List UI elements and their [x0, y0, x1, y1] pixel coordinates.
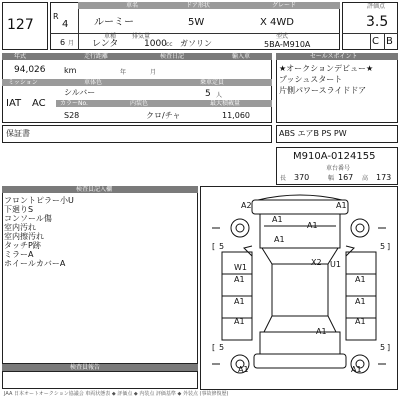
- aircon: AC: [32, 98, 46, 109]
- length-label: 長: [280, 175, 287, 182]
- inspector-note: 室内擦汚れ: [4, 232, 44, 241]
- damage-hood-center: A1: [307, 221, 318, 230]
- damage-left-front-door: W1: [234, 263, 247, 272]
- seats-value: 5: [205, 89, 211, 99]
- selling-point-item: プッシュスタート: [279, 75, 343, 84]
- damage-right-mid-1: A1: [355, 275, 366, 284]
- fuel: ガソリン: [180, 39, 212, 48]
- frame-caption: 車台番号: [326, 165, 351, 172]
- inspector-note: タッチP跡: [4, 241, 41, 250]
- damage-left-rear: A1: [234, 317, 245, 326]
- height-value: 173: [376, 173, 392, 182]
- exterior-grade: B: [386, 36, 393, 47]
- door-count: 5W: [188, 17, 205, 28]
- tire-bracket-fr: ]: [387, 242, 391, 251]
- inspector-note: 室内汚れ: [4, 223, 36, 232]
- damage-right-front: X2: [311, 258, 322, 267]
- damage-hood-left: A1: [272, 215, 283, 224]
- warranty: 保証書: [6, 129, 30, 138]
- footer-note: JAA 日本オートオークション協議会 車両状態表 ◆ 評価点 ◆ 内装点 評価基準 ◆ 外装点 (事故修復歴): [4, 391, 229, 397]
- inspector-report-box: [2, 371, 198, 389]
- tire-bracket-rr: ]: [387, 343, 391, 352]
- tire-rear-left: 5: [219, 343, 225, 352]
- displacement-caption: 排気量: [132, 33, 151, 40]
- selling-point-item: ★オークションデビュー★: [279, 64, 374, 73]
- interior-grade: C: [372, 36, 379, 47]
- selling-points-title: セールスポイント: [310, 53, 358, 60]
- seats-unit: 人: [216, 92, 223, 99]
- color-no-caption: カラーNo.: [60, 100, 88, 107]
- transmission: IAT: [6, 98, 22, 109]
- year-caption: 年式: [14, 53, 27, 60]
- lot-number: 127: [7, 17, 34, 33]
- auction-sheet: 127 車名 ドア形状 グレード R 4 ルーミー 5W X 4WD 6 月 車種 レンタ 排気量 1000 cc ガソリン 型式 5BA-M910A 評価点 3.5 C B 年式 走行距離 検査日記 輸入車 94,026 km 年 月 ミッション 車体色 乗車定員 シルバー 5 人 IAT AC カラーNo. 内装色 最大積載量 S28 クロ/チャ 11,060 セールスポイント ★オークションデビュー★ プッシュスタート 片側パワースライドドア 保証書 ABS エアB PS PW M910A-0124155 車台番号 長 370 幅 167 高 173 検査員記入欄 フロントピラー小U 下廻りS コンソール傷 室内汚れ 室内擦汚れ タッチP跡 ミラーA ホイールカバーA 検査員報告 A2 A1 A1 A1 A1 W1 A1 A1 A1 X2 U1 A1 A1 A1 A1 A1 A1 [ 5 5 ] [ 5 5 ] JAA 日本オートオークション協議会 車両状態表 ◆ 評価点 ◆ 内装点 評価基準 ◆ 外装点 (事故修復歴): [0, 0, 400, 400]
- chassis-model: 5BA-M910A: [264, 40, 311, 49]
- usage-caption: 車種: [104, 33, 117, 40]
- car-name-caption: 車名: [126, 2, 139, 9]
- load-capacity: 11,060: [222, 111, 250, 120]
- frame-number: M910A-0124155: [293, 151, 376, 162]
- car-name: ルーミー: [94, 17, 134, 28]
- lot-number-box: [2, 2, 48, 50]
- width-label: 幅: [328, 175, 335, 182]
- tire-rear-right: 5: [380, 343, 386, 352]
- displacement: 1000: [144, 39, 167, 49]
- grade: X 4WD: [260, 17, 294, 28]
- inspector-note: ミラーA: [4, 250, 34, 259]
- color-label: シルバー: [64, 88, 96, 97]
- color-trim: クロ/チャ: [146, 111, 181, 120]
- mileage-unit: km: [64, 66, 77, 75]
- damage-left-mid-2: A1: [234, 297, 245, 306]
- grade-caption: グレード: [272, 2, 297, 9]
- model-year: 4: [62, 19, 69, 30]
- inspector-note: フロントピラー小U: [4, 196, 74, 205]
- inspector-note: コンソール傷: [4, 214, 52, 223]
- damage-roof: A1: [274, 235, 285, 244]
- damage-front-left: A2: [241, 201, 252, 210]
- height-label: 高: [362, 175, 369, 182]
- damage-left-mid-1: A1: [234, 275, 245, 284]
- score: 3.5: [366, 14, 389, 30]
- inspector-report-title: 検査員報告: [70, 364, 101, 371]
- car-diagram: [200, 186, 398, 390]
- inspector-note: 下廻りS: [4, 205, 34, 214]
- mileage-caption: 走行距離: [84, 53, 109, 60]
- tire-front-right: 5: [380, 242, 386, 251]
- damage-right-rear: A1: [355, 317, 366, 326]
- tire-bracket-fl: [: [212, 242, 216, 251]
- selling-point-item: 片側パワースライドドア: [279, 86, 367, 95]
- damage-rear-bumper-left: A1: [238, 365, 249, 374]
- damage-rear-bumper-right: A1: [351, 365, 362, 374]
- damage-rear-panel: A1: [316, 327, 327, 336]
- damage-right-mid-2: A1: [355, 297, 366, 306]
- year-prefix: R: [53, 12, 59, 21]
- door-caption: ドア形状: [186, 2, 210, 9]
- damage-right-front-2: U1: [330, 260, 341, 269]
- options: ABS エアB PS PW: [279, 129, 347, 138]
- warranty-box: [2, 125, 272, 143]
- chassis-caption: 型式: [276, 33, 289, 40]
- color-code: S28: [64, 111, 80, 120]
- inspection-caption: 検査日記: [160, 53, 185, 60]
- length-value: 370: [294, 173, 310, 182]
- mileage: 94,026: [14, 65, 46, 75]
- tire-front-left: 5: [219, 242, 225, 251]
- score-box: 評価点 3.5: [342, 2, 398, 50]
- usage-label: レンタ: [92, 39, 119, 49]
- month-unit: 月: [68, 40, 75, 47]
- displacement-unit: cc: [166, 41, 173, 48]
- damage-front-right: A1: [336, 201, 347, 210]
- model-month: 6: [60, 38, 66, 47]
- width-value: 167: [338, 173, 354, 182]
- tire-bracket-rl: [: [212, 343, 216, 352]
- inspector-notes-title: 検査員記入欄: [76, 186, 113, 193]
- inspector-note: ホイールカバーA: [4, 259, 66, 268]
